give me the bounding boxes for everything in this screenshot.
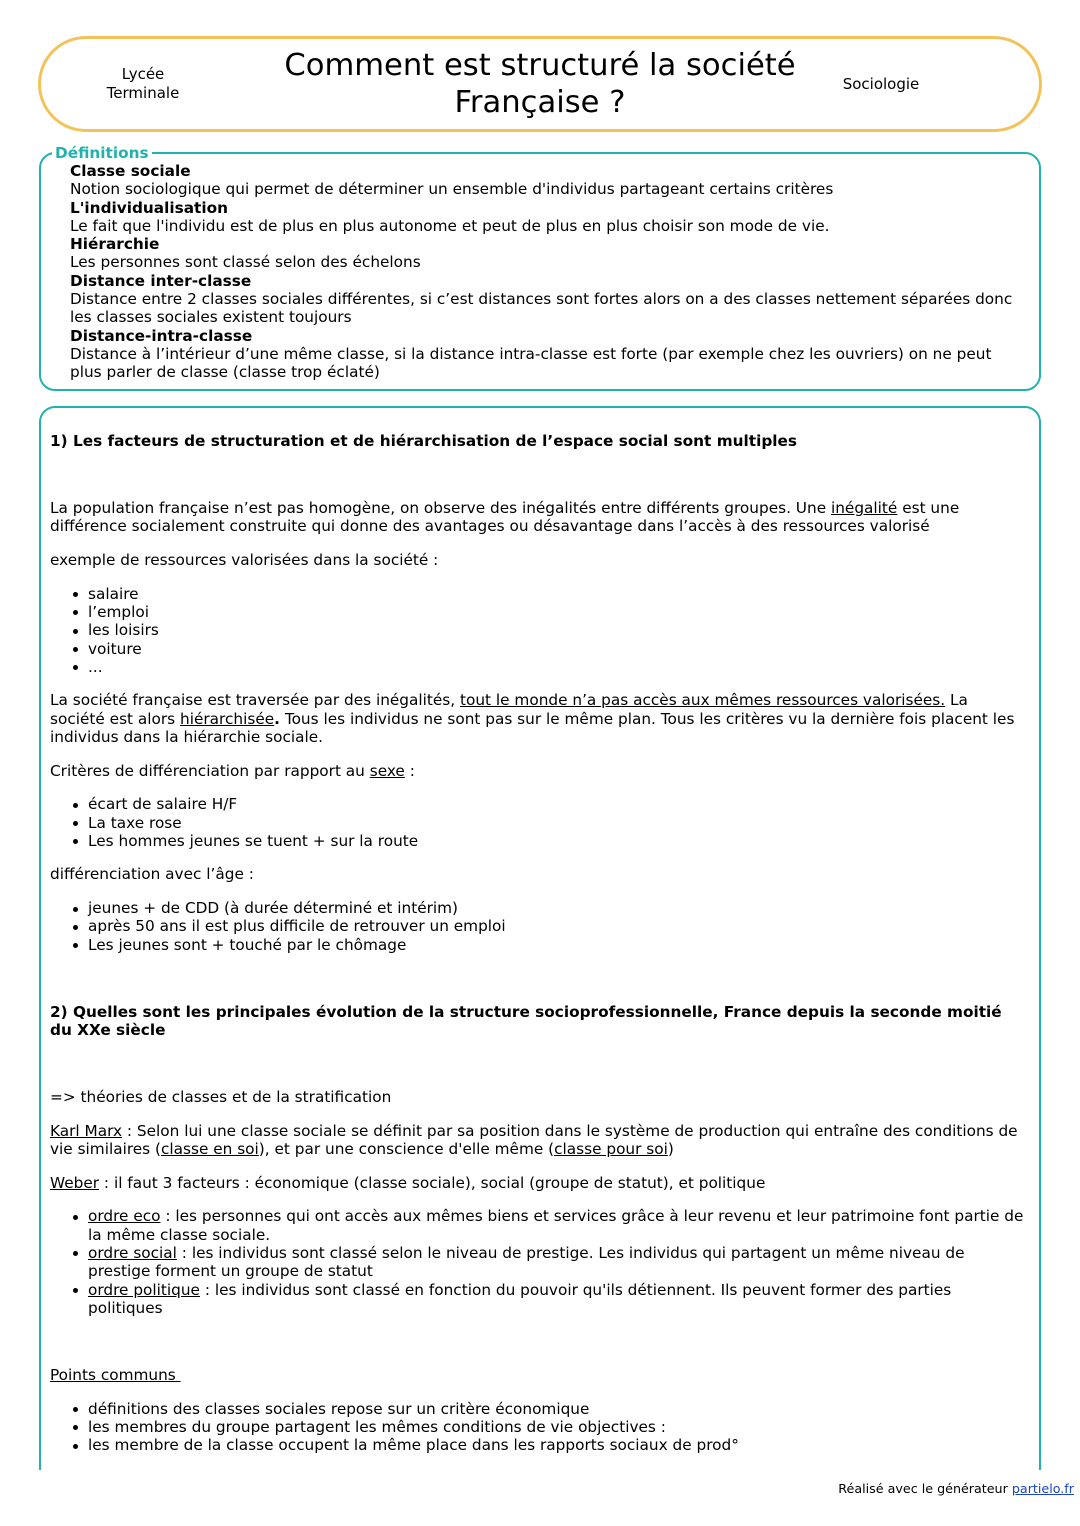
definition-term: Distance-intra-classe [70, 326, 253, 345]
partielo-link[interactable]: partielo.fr [1011, 1481, 1074, 1496]
text-run: vie similaires ( [50, 1140, 161, 1159]
paragraph-line [50, 1122, 1035, 1140]
definitions-legend: Définitions [52, 144, 152, 162]
school-label: Lycée [121, 64, 165, 83]
text-run: : les individus sont classé selon le niveau de prestige. Les individus qui partagent un même niveau de [176, 1243, 965, 1262]
text-run: La population française n’est pas homogène, on observe des inégalités entre différents groupes. Une [50, 499, 831, 518]
list-item: écart de salaire H/F [50, 795, 1035, 813]
definition-text: Distance à l’intérieur d’une même classe, si la distance intra-classe est forte (par exemple chez les ouvriers) on ne peut [70, 344, 992, 363]
sex-criteria-label [50, 762, 1035, 780]
list-item: voiture [50, 640, 1035, 658]
text-run: : les individus sont classé en fonction du pouvoir qu'ils détiennent. Ils peuvent former des parties [199, 1280, 952, 1299]
text-run: Tous les individus ne sont pas sur le même plan. Tous les critères vu la dernière fois placent les [279, 709, 1015, 728]
spacer [50, 969, 1035, 987]
list-item: les membre de la classe occupent la même place dans les rapports sociaux de prod° [50, 1436, 1035, 1454]
text-run: société est alors [50, 709, 181, 728]
text-run: La société française est traversée par des inégalités, [50, 691, 460, 710]
text-run: ) [667, 1140, 674, 1159]
common-points-list [50, 1400, 1035, 1455]
definition-item [70, 162, 1012, 199]
definition-text: Le fait que l'individu est de plus en plus autonome et peut de plus en plus choisir son mode de vie. [70, 216, 830, 235]
item-line [88, 1207, 1035, 1225]
order-term: ordre politique [88, 1280, 200, 1299]
text-run: est une [897, 499, 960, 518]
definition-text: Distance entre 2 classes sociales différentes, si c’est distances sont fortes alors on a des classes nettement séparées donc [70, 290, 1013, 309]
list-item: Les hommes jeunes se tuent + sur la route [50, 832, 1035, 850]
theories-line: => théories de classes et de la stratification [50, 1088, 392, 1107]
order-term: ordre social [88, 1243, 177, 1262]
section1-heading: 1) Les facteurs de structuration et de hiérarchisation de l’espace social sont multiples [50, 432, 798, 450]
heading-line: 2) Quelles sont les principales évolution de la structure socioprofessionnelle, France depuis la seconde moitié [50, 1002, 1002, 1021]
definition-term: L'individualisation [70, 198, 229, 217]
underlined-text: tout le monde n’a pas accès aux mêmes ressources valorisées. [460, 691, 946, 710]
definition-term: Hiérarchie [70, 235, 160, 254]
title-line: Comment est structuré la société [284, 48, 796, 83]
paragraph-line [50, 710, 1035, 728]
title-line: Française ? [454, 85, 626, 120]
definitions-list [70, 162, 1012, 382]
spacer [50, 1332, 1035, 1350]
list-item: salaire [50, 585, 1035, 603]
paragraph-line: individus dans la hiérarchie sociale. [50, 728, 324, 747]
orders-list [50, 1207, 1035, 1317]
paragraph-line [50, 1140, 1035, 1158]
resources-list [50, 585, 1035, 676]
marx-paragraph [50, 1122, 1035, 1159]
text-run: : il faut 3 facteurs : économique (classe sociale), social (groupe de statut), et politique [99, 1173, 766, 1192]
text-run: Critères de différenciation par rapport au [50, 761, 370, 780]
paragraph-line [50, 691, 1035, 709]
footer [838, 1481, 1074, 1496]
text-run: La [945, 691, 968, 710]
intro-paragraph [50, 499, 1035, 536]
age-criteria-label: différenciation avec l’âge : [50, 865, 254, 884]
text-run: : [404, 761, 415, 780]
section2-heading [50, 1003, 1035, 1040]
page-title [220, 47, 860, 121]
weber-name: Weber [50, 1173, 100, 1192]
sex-criteria-list [50, 795, 1035, 850]
footer-text: Réalisé avec le générateur [838, 1481, 1012, 1496]
subject-label: Sociologie [842, 74, 920, 93]
list-item [50, 1207, 1035, 1244]
list-item: l’emploi [50, 603, 1035, 621]
hierarchisee-term: hiérarchisée [180, 709, 275, 728]
paragraph-line [50, 499, 1035, 517]
item-line [88, 1281, 1035, 1299]
list-item: Les jeunes sont + touché par le chômage [50, 936, 1035, 954]
class-level [63, 65, 223, 103]
list-item: définitions des classes sociales repose sur un critère économique [50, 1400, 1035, 1418]
age-criteria-list [50, 899, 1035, 954]
weber-paragraph [50, 1174, 1035, 1192]
item-line: la même classe sociale. [88, 1225, 271, 1244]
list-item: jeunes + de CDD (à durée déterminé et intérim) [50, 899, 1035, 917]
text-run: : Selon lui une classe sociale se définit par sa position dans le système de production qui entraîne des conditions de [122, 1121, 1018, 1140]
spacer [50, 1055, 1035, 1073]
grade-label: Terminale [106, 83, 180, 102]
heading-line: du XXe siècle [50, 1021, 166, 1040]
inegalite-term: inégalité [830, 499, 898, 518]
bold-period: . [274, 709, 280, 728]
definition-term: Distance inter-classe [70, 271, 252, 290]
definition-text: Notion sociologique qui permet de déterminer un ensemble d'individus partageant certains critères [70, 180, 834, 199]
resources-label: exemple de ressources valorisées dans la société : [50, 551, 439, 570]
item-line: prestige forment un groupe de statut [88, 1262, 373, 1281]
spacer [50, 466, 1035, 484]
definition-term: Classe sociale [70, 162, 191, 180]
classe-en-soi-term: classe en soi [161, 1140, 259, 1159]
list-item: les membres du groupe partagent les mêmes conditions de vie objectives : [50, 1418, 1035, 1436]
list-item [50, 1281, 1035, 1318]
list-item: La taxe rose [50, 814, 1035, 832]
definition-text: plus parler de classe (classe trop éclaté) [70, 363, 380, 382]
definition-item [70, 235, 1012, 272]
paragraph-line: différence socialement construite qui donne des avantages ou désavantage dans l’accès à des ressources valorisé [50, 517, 930, 536]
definition-item [70, 272, 1012, 327]
course-content [50, 432, 1035, 1470]
order-term: ordre eco [88, 1207, 161, 1226]
hierarchy-paragraph [50, 691, 1035, 746]
definition-text: les classes sociales existent toujours [70, 308, 352, 327]
item-line [88, 1244, 1035, 1262]
definition-text: Les personnes sont classé selon des échelons [70, 253, 421, 272]
classe-pour-soi-term: classe pour soi [554, 1140, 668, 1159]
list-item: les loisirs [50, 621, 1035, 639]
list-item [50, 1244, 1035, 1281]
definition-item [70, 327, 1012, 382]
definition-item [70, 199, 1012, 236]
common-points-label: Points communs [50, 1366, 181, 1385]
text-run: : les personnes qui ont accès aux mêmes biens et services grâce à leur revenu et leur patrimoine font partie de [160, 1207, 1024, 1226]
list-item: ... [50, 658, 1035, 676]
karl-marx-name: Karl Marx [50, 1121, 123, 1140]
item-line: politiques [88, 1298, 163, 1317]
text-run: ), et par une conscience d'elle même ( [258, 1140, 555, 1159]
sexe-term: sexe [369, 761, 405, 780]
list-item: après 50 ans il est plus difficile de retrouver un emploi [50, 917, 1035, 935]
